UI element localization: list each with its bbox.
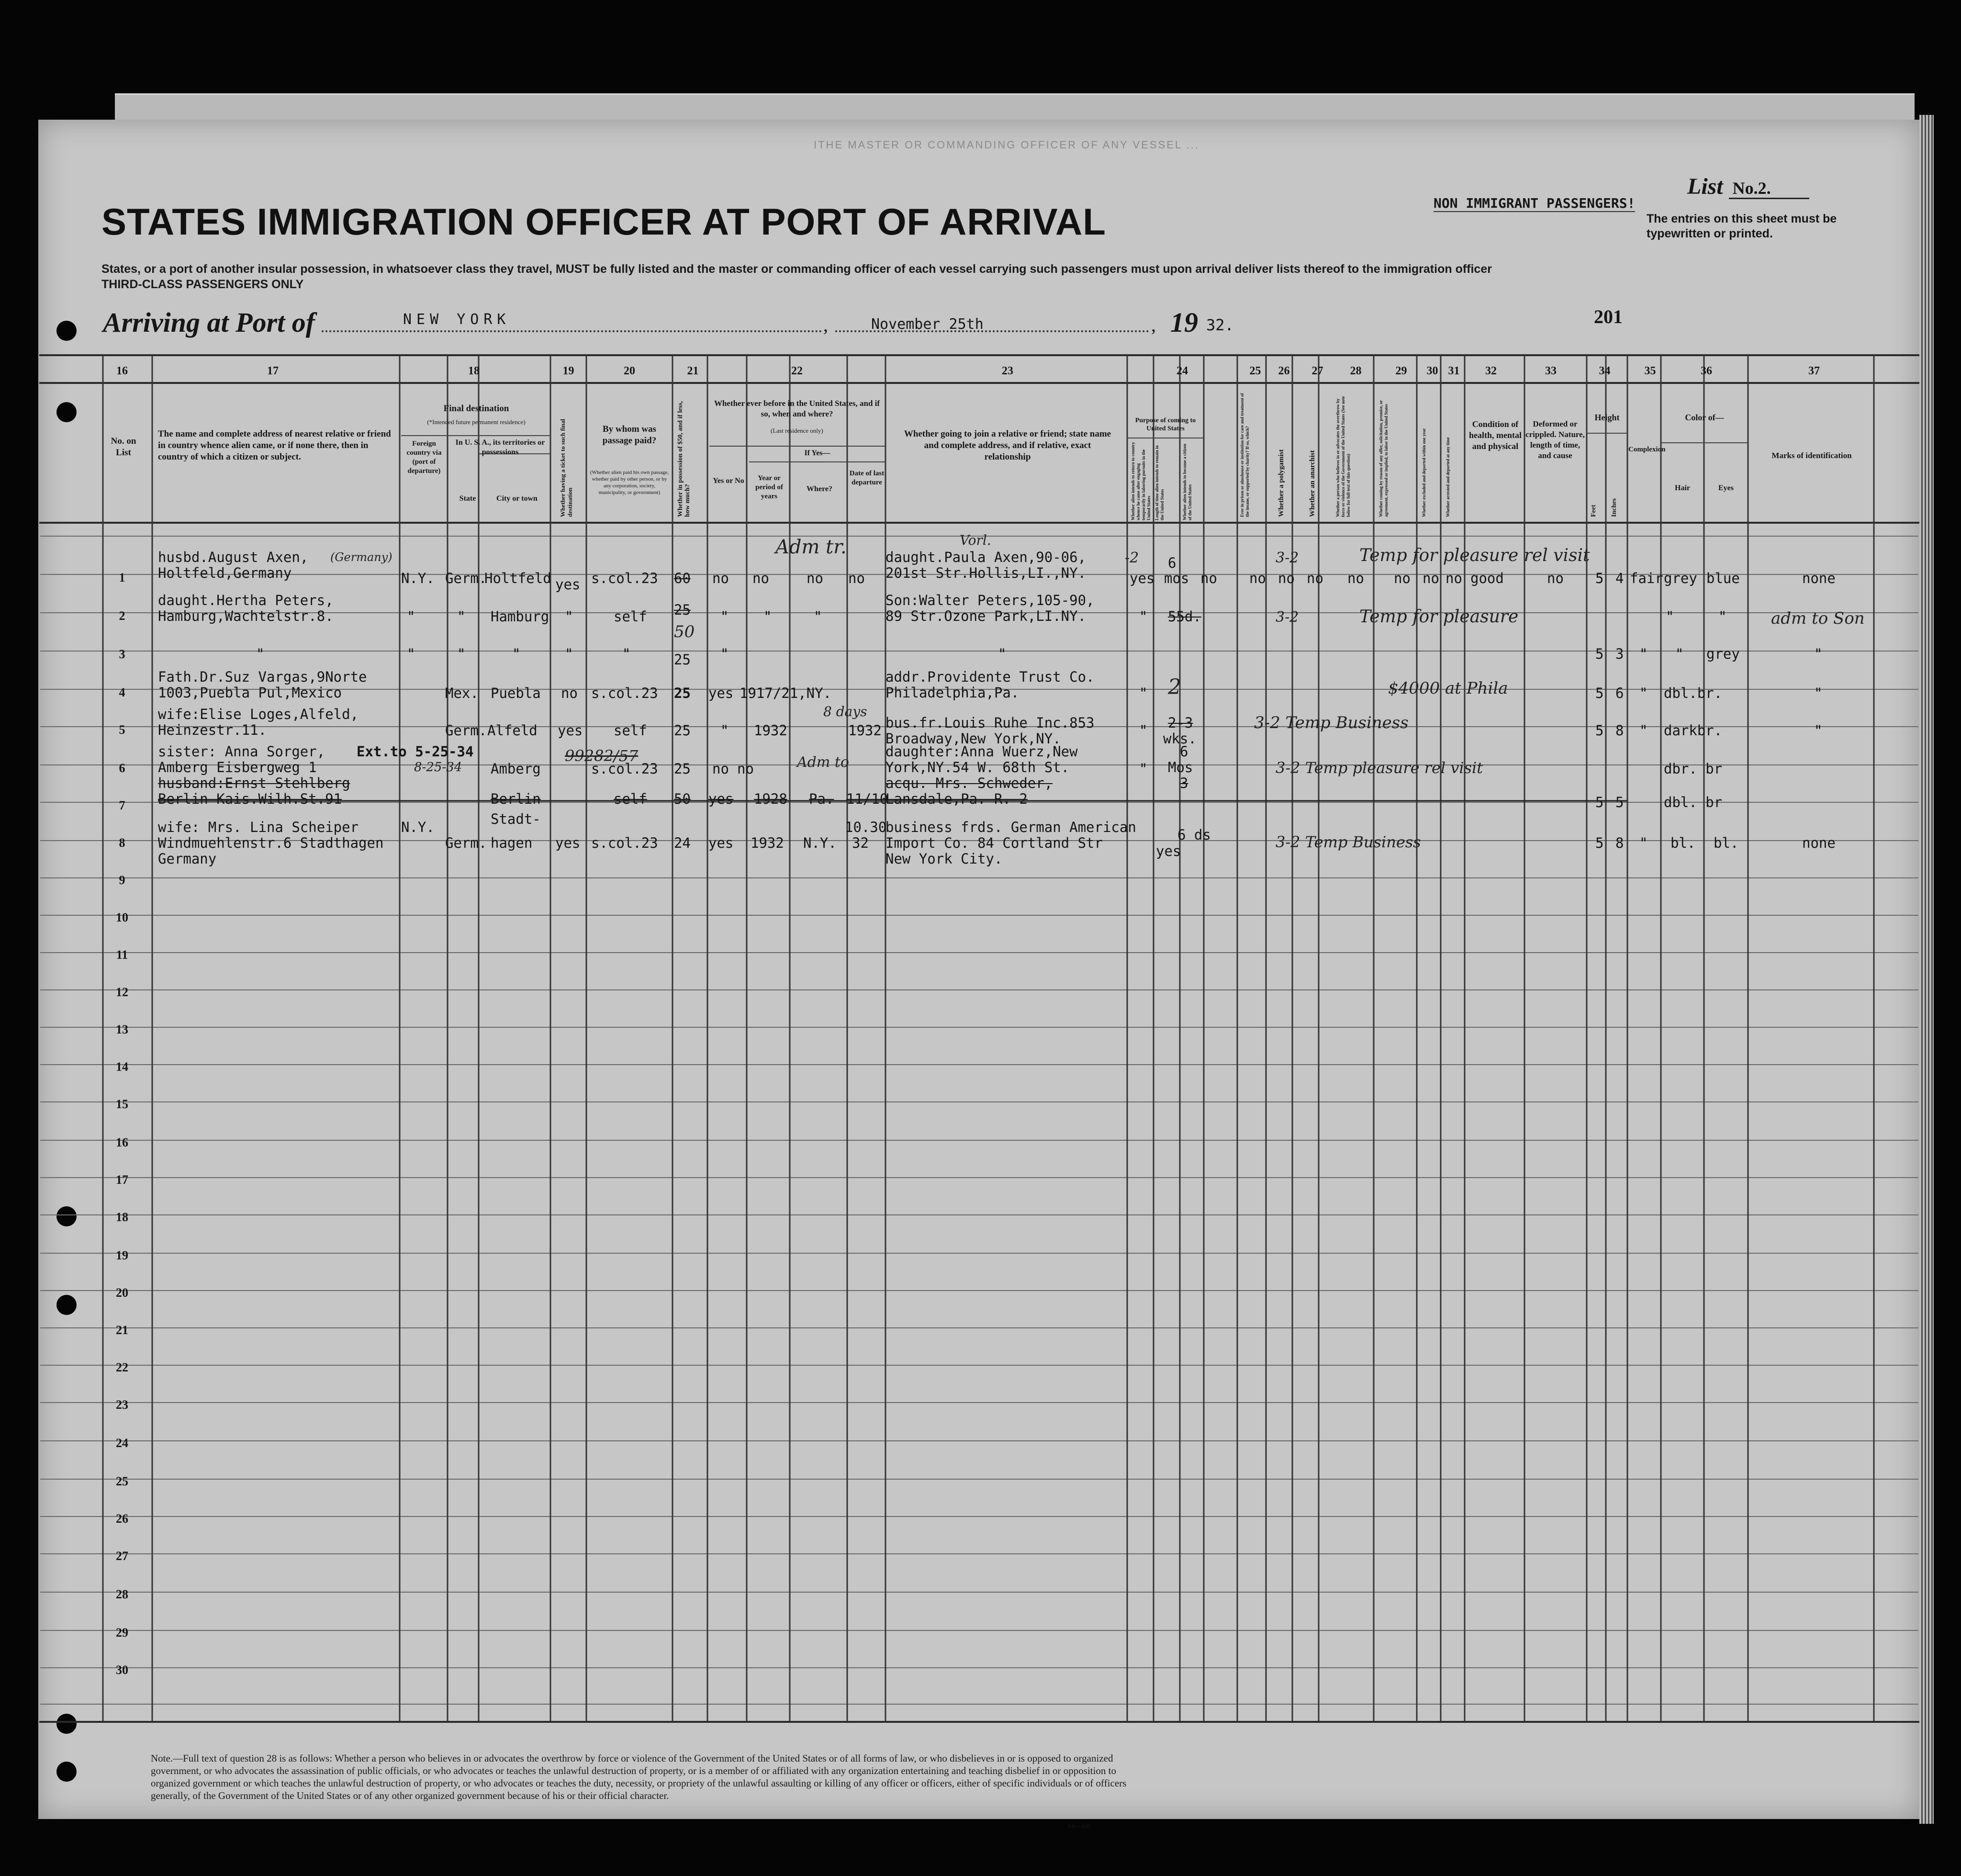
- length-of-stay: 6: [1168, 555, 1177, 571]
- joining-relative-line: daught.Paula Axen,90-06,: [885, 549, 1087, 565]
- ticket-value: yes: [555, 835, 581, 851]
- height-inches: 8: [1615, 722, 1624, 739]
- handwritten-purpose: 3-2 Temp pleasure rel visit: [1276, 759, 1483, 777]
- column-number: 21: [687, 365, 699, 377]
- row-number: 22: [116, 1360, 128, 1374]
- header-feet: Feet: [1590, 505, 1597, 517]
- length-of-stay-struck: 3: [1180, 775, 1188, 791]
- row-number: 4: [119, 685, 125, 699]
- handwritten-admission: adm to Son: [1771, 609, 1865, 628]
- money-value: 25: [674, 685, 691, 701]
- header-contract-labor: Whether coming by reason of any offer, solicitation, promise, or agreement, expressed or implied, to labor in the United States: [1378, 400, 1389, 517]
- ticket-value: no: [561, 685, 578, 701]
- ditto-mark: ": [1675, 646, 1684, 662]
- relative-address-line: sister: Anna Sorger,: [158, 743, 325, 760]
- ditto-mark: ": [407, 608, 415, 625]
- row-number: 28: [116, 1587, 128, 1601]
- ditto-mark: ": [1666, 608, 1674, 625]
- prison-value: no: [1249, 570, 1266, 586]
- header-inches: Inches: [1611, 498, 1618, 517]
- header-in-usa: In U. S. A., its territories or possessions: [455, 438, 545, 456]
- relative-address-line: Windmuehlenstr.6 Stadthagen: [158, 835, 384, 851]
- column-number: 26: [1278, 365, 1290, 377]
- before-in-us: yes: [708, 685, 734, 701]
- money-value: 24: [674, 835, 691, 851]
- relative-address-line: Fath.Dr.Suz Vargas,9Norte: [158, 669, 367, 685]
- column-number: 16: [116, 365, 128, 377]
- ticket-value: yes: [558, 722, 583, 739]
- ditto-mark: ": [1639, 722, 1648, 739]
- binder-hole-icon: [56, 1206, 77, 1226]
- header-state: State: [459, 494, 476, 503]
- handwritten-note: $4000 at Phila: [1388, 679, 1508, 698]
- column-number: 28: [1350, 365, 1362, 377]
- header-prison: Ever in prison or almshouse or institution for care and treatment of the insane, or supported by charity? If so, which?: [1240, 393, 1250, 517]
- eye-color: bl.: [1714, 835, 1739, 851]
- destination-city: Hamburg: [491, 608, 549, 625]
- passage-paid: self: [614, 608, 647, 625]
- joining-relative-line: bus.fr.Louis Ruhe Inc.853: [885, 715, 1095, 731]
- joining-relative-line: daughter:Anna Wuerz,New: [885, 743, 1078, 760]
- relative-address-line: wife: Mrs. Lina Scheiper: [158, 819, 359, 835]
- header-last-departure: Date of last departure: [849, 470, 885, 486]
- height-inches: 4: [1615, 570, 1624, 586]
- ditto-mark: ": [763, 608, 772, 625]
- binder-hole-icon: [56, 1762, 77, 1782]
- header-final-destination-note: (*Intended future permanent residence): [427, 418, 526, 426]
- header-join-relative: Whether going to join a relative or friend; state name and complete address, and if relative, exact relationship: [904, 429, 1111, 462]
- stacked-page-edges: [1919, 115, 1934, 1824]
- faint-header-text: ITHE MASTER OR COMMANDING OFFICER OF ANY VESSEL ...: [814, 139, 1199, 151]
- last-departure: 10.30: [845, 819, 887, 835]
- column-number: 29: [1395, 365, 1407, 377]
- header-eyes: Eyes: [1718, 484, 1734, 492]
- before-where: N.Y.: [803, 835, 837, 851]
- column-number: 30: [1426, 365, 1438, 377]
- passage-paid: s.col.23: [591, 835, 658, 851]
- deported-value: no: [1446, 570, 1462, 586]
- before-year: 1932: [754, 722, 787, 739]
- header-purpose-citizen: Whether alien intends to become a citizen of the United States: [1182, 444, 1192, 520]
- height-feet: 5: [1595, 835, 1604, 851]
- row-number: 5: [119, 723, 125, 737]
- relative-address-line: Hamburg,Wachtelstr.8.: [158, 608, 334, 624]
- column-number: 27: [1311, 365, 1323, 377]
- ditto-mark: ": [1718, 608, 1727, 625]
- row-number: 12: [116, 985, 128, 999]
- column-number: 31: [1448, 365, 1460, 377]
- ditto-mark: ": [565, 608, 573, 625]
- last-departure: 32: [852, 835, 869, 851]
- binder-hole-icon: [56, 321, 77, 341]
- year-prefix: 19: [1170, 307, 1198, 338]
- list-number: [1687, 173, 1809, 200]
- length-of-stay-unit: mos: [1164, 570, 1189, 586]
- joining-relative-line: addr.Providente Trust Co.: [885, 669, 1095, 685]
- instruction-line: States, or a port of another insular possession, in whatsoever class they travel, MUST be fully listed and the master or commanding officer of each vessel carrying such passengers must upon arrival deliver lists thereof to the immigration officer: [101, 262, 1492, 276]
- destination-city: Stadt-: [491, 811, 541, 827]
- column-number: 19: [562, 365, 574, 377]
- before-in-us-struck: yes: [708, 791, 734, 807]
- height-feet: 5: [1595, 722, 1604, 739]
- handwritten-purpose: Temp for pleasure rel visit: [1359, 546, 1590, 565]
- row-number: 8: [119, 836, 125, 850]
- column-number: 36: [1701, 365, 1712, 377]
- row-number: 14: [116, 1060, 128, 1074]
- back-sheet-edge: [115, 93, 1915, 124]
- column-number: 37: [1808, 365, 1820, 377]
- ditto-mark: ": [814, 608, 822, 625]
- question-28-footnote: Note.—Full text of question 28 is as follows: Whether a person who believes in or advocates the overthrow by force or violence of the Government of the United States or of all forms of law, or who disbelieves in or is opposed to organized government, or who advocates the assassination of public officials, or who advocates or teaches the unlawful destruction of property, or is a member of or affiliated with any organization entertaining and teaching disbelief in or opposition to organized government or which teaches the unlawful destruction of property, or who advocates or teaches the duty, necessity, or propriety of the unlawful assaulting or killing of any officer or officers, either of specific individuals or of officers generally, of the Government of the United States or of any other organized government because of his or their official character.: [151, 1752, 1127, 1801]
- handwritten-note: (Germany): [330, 550, 392, 564]
- ditto-mark: ": [256, 646, 265, 662]
- column-number: 20: [624, 365, 635, 377]
- relative-address-line: husbd.August Axen,: [158, 549, 309, 565]
- column-number: 32: [1485, 365, 1497, 377]
- joining-relative-line-struck: Lansdale,Pa. R. 2: [885, 791, 1028, 807]
- hair-color: dbr. br: [1664, 761, 1723, 777]
- anarchist-value: no: [1307, 570, 1323, 586]
- extension-date: 8-25-34: [414, 760, 462, 775]
- column-number: 33: [1545, 365, 1557, 377]
- ditto-mark: ": [565, 646, 573, 662]
- contract-labor-value: no: [1394, 570, 1411, 586]
- row-number: 23: [116, 1398, 128, 1412]
- handwritten-file-number: 99282/57: [565, 747, 639, 765]
- money-value: 60: [674, 570, 691, 586]
- length-of-stay: 6: [1180, 743, 1188, 760]
- relative-address-line-struck: Berlin Kais.Wilh.St.91: [158, 791, 342, 807]
- arriving-label: Arriving at Port of: [103, 307, 315, 338]
- handwritten-admission: Adm tr.: [775, 536, 847, 558]
- ditto-mark: ": [720, 646, 729, 662]
- class-line: THIRD-CLASS PASSENGERS ONLY: [101, 278, 304, 291]
- column-number: 24: [1177, 365, 1188, 377]
- destination-state: Germ.: [445, 570, 487, 586]
- binder-hole-icon: [56, 1714, 77, 1734]
- height-feet: 5: [1595, 794, 1604, 810]
- binder-hole-icon: [56, 1295, 77, 1315]
- ditto-mark: ": [1639, 646, 1648, 662]
- joining-relative-line-struck: acqu. Mrs. Schweder,: [885, 775, 1053, 791]
- header-before-note: (Last residence only): [771, 427, 823, 434]
- extension-note: Ext.to 5-25-34: [357, 743, 474, 760]
- hair-color: darkbr.: [1664, 722, 1723, 739]
- handwritten-purpose: Temp for pleasure: [1359, 607, 1519, 627]
- ditto-mark: ": [1139, 722, 1148, 739]
- ditto-mark: ": [622, 646, 631, 662]
- column-number: 17: [267, 365, 279, 377]
- header-deported: Whether arrested and deported at any time: [1446, 437, 1450, 517]
- row-number: 1: [119, 571, 125, 584]
- handwritten-note: Vorl.: [960, 532, 991, 548]
- ditto-mark: ": [1139, 761, 1148, 777]
- identification-marks: none: [1802, 835, 1836, 851]
- ticket-value: yes: [555, 576, 581, 593]
- hair-color: grey: [1664, 570, 1697, 586]
- before-where: no: [807, 570, 823, 586]
- header-health: Condition of health, mental and physical: [1469, 419, 1522, 451]
- row-number: 30: [116, 1663, 128, 1677]
- relative-address-line: wife:Elise Loges,Alfeld,: [158, 706, 359, 722]
- row-number: 19: [116, 1248, 128, 1262]
- joining-relative-line: business frds. German American: [885, 819, 1136, 835]
- ditto-mark: ": [512, 646, 521, 662]
- row-number: 2: [119, 609, 125, 623]
- port-name: NEW YORK: [403, 311, 511, 328]
- height-feet: 5: [1595, 646, 1604, 662]
- before-year: 1917/21,NY.: [740, 685, 832, 701]
- identification-marks: none: [1802, 570, 1836, 586]
- question-28-value: no: [1347, 570, 1364, 586]
- handwritten-purpose: 3-2 Temp Business: [1276, 833, 1421, 851]
- before-year: no: [737, 761, 754, 777]
- header-foreign-country: Foreign country via (port of departure): [406, 440, 442, 475]
- foreign-port: N.Y.: [401, 570, 435, 586]
- destination-city: Alfeld: [487, 722, 538, 739]
- joining-relative-line: Son:Walter Peters,105-90,: [885, 592, 1095, 608]
- length-of-stay-unit: Mos: [1168, 759, 1193, 775]
- before-year-struck: 1928: [754, 791, 787, 807]
- passage-paid: self: [614, 722, 647, 739]
- header-year: Year or period of years: [755, 474, 783, 500]
- header-excluded: Whether excluded and deported within one year: [1422, 428, 1426, 517]
- header-final-destination: Final destination: [443, 404, 509, 414]
- intends-return: yes: [1156, 843, 1181, 859]
- page-title: STATES IMMIGRATION OFFICER AT PORT OF ARRIVAL: [101, 201, 1106, 243]
- binder-hole-icon: [56, 402, 77, 422]
- header-purpose-length: Length of time alien intends to remain in the United States: [1154, 445, 1165, 520]
- handwritten-money: 50: [674, 622, 695, 641]
- handwritten-class: 3-2: [1276, 609, 1299, 626]
- header-money: Whether in possession of $50, and if less, how much?: [677, 401, 691, 517]
- joining-relative-line: 201st Str.Hollis,LI.,NY.: [885, 565, 1087, 581]
- length-of-stay: 55d.: [1168, 608, 1201, 625]
- year-suffix: 32.: [1206, 316, 1234, 334]
- header-purpose-return: Whether alien intends to return to country whence he came after engaging temporarily in laboring pursuits in the United States: [1131, 442, 1151, 520]
- row-number: 9: [119, 873, 125, 887]
- arrival-date: November 25th: [871, 316, 984, 333]
- passage-paid: s.col.23: [591, 570, 658, 586]
- row-number: 3: [119, 647, 125, 661]
- joining-relative-line: Import Co. 84 Cortland Str: [885, 835, 1103, 851]
- ditto-mark: ": [998, 646, 1007, 662]
- header-polygamist: Whether a polygamist: [1277, 449, 1285, 517]
- ditto-mark: ": [1139, 685, 1148, 701]
- last-departure: no: [848, 570, 865, 586]
- list-number-value: No.2.: [1729, 179, 1809, 199]
- row-number: 29: [116, 1626, 128, 1640]
- length-of-stay: 6 ds: [1177, 827, 1211, 843]
- ditto-mark: ": [457, 646, 466, 662]
- before-in-us: no: [712, 761, 729, 777]
- deformed-value: no: [1547, 570, 1564, 586]
- money-value: 25: [674, 722, 691, 739]
- row-number: 17: [116, 1173, 128, 1187]
- ditto-mark: ": [720, 608, 729, 625]
- header-complexion: Complexion: [1628, 446, 1666, 453]
- destination-city: Holtfeld: [484, 570, 551, 586]
- handwritten-note: 8 days: [823, 704, 867, 719]
- row-number: 16: [116, 1135, 128, 1149]
- header-if-yes: If Yes—: [804, 449, 830, 457]
- height-inches: 8: [1615, 835, 1624, 851]
- header-before-in-us: Whether ever before in the United States, and if so, when and where?: [714, 399, 880, 418]
- before-where-struck: Pa.: [809, 791, 834, 807]
- destination-city: Puebla: [491, 685, 541, 701]
- height-feet: 5: [1595, 570, 1604, 586]
- joining-relative-line: Broadway,New York,NY.: [885, 730, 1061, 747]
- intends-return: yes: [1130, 570, 1155, 586]
- money-value: 25: [674, 652, 691, 668]
- foreign-port: N.Y.: [401, 819, 435, 835]
- money-value: 25: [674, 761, 691, 777]
- header-height: Height: [1594, 413, 1620, 422]
- header-purpose: Purpose of coming to United States: [1135, 417, 1196, 432]
- complexion-value: fair: [1630, 570, 1663, 586]
- row-number: 15: [116, 1097, 128, 1111]
- ditto-mark: ": [407, 646, 415, 662]
- page-stamp-number: 201: [1594, 306, 1623, 327]
- relative-address-line: Holtfeld,Germany: [158, 565, 292, 581]
- row-number: 21: [116, 1323, 128, 1337]
- header-hair: Hair: [1675, 484, 1690, 492]
- header-anarchist: Whether an anarchist: [1309, 450, 1316, 517]
- non-immigrant-label: NON IMMIGRANT PASSENGERS!: [1434, 195, 1636, 211]
- column-number: 23: [1002, 365, 1013, 377]
- relative-address-line: Amberg Eisbergweg 1: [158, 759, 317, 775]
- row-number: 6: [119, 761, 125, 775]
- destination-city: hagen: [491, 835, 533, 851]
- height-inches: 3: [1615, 646, 1624, 662]
- relative-address-line-struck: husband:Ernst Stehlberg: [158, 775, 350, 791]
- ditto-mark: ": [1814, 685, 1823, 701]
- money-value-struck: 50: [674, 791, 691, 807]
- row-number: 20: [116, 1286, 128, 1300]
- hair-color: dbl.br.: [1664, 685, 1723, 701]
- header-city-town: City or town: [496, 494, 538, 503]
- passage-paid-struck: self: [614, 791, 647, 807]
- header-ticket: Whether having a ticket to such final destination: [559, 419, 573, 517]
- before-year: 1932: [751, 835, 784, 851]
- ditto-mark: ": [1814, 722, 1823, 739]
- column-number: 35: [1644, 365, 1656, 377]
- complexion-value: ": [1639, 835, 1648, 851]
- relative-address-line: 1003,Puebla Pul,Mexico: [158, 685, 342, 701]
- joining-relative-line: Philadelphia,Pa.: [885, 685, 1020, 701]
- ditto-mark: ": [1814, 646, 1823, 662]
- row-number: 27: [116, 1549, 128, 1563]
- header-color-of: Color of—: [1685, 413, 1724, 422]
- row-number: 25: [116, 1474, 128, 1488]
- row-number: 26: [116, 1512, 128, 1526]
- destination-city-struck: Berlin: [491, 791, 541, 807]
- ditto-mark: ": [720, 722, 729, 739]
- length-of-stay-unit: wks.: [1163, 730, 1197, 747]
- hair-color: dbl. br: [1664, 794, 1723, 810]
- header-passage-paid: By whom was passage paid?: [602, 424, 657, 446]
- ditto-mark: ": [1139, 608, 1148, 625]
- row-number: 24: [116, 1436, 128, 1450]
- relative-address-line: Germany: [158, 851, 217, 867]
- hair-color: bl.: [1670, 835, 1696, 851]
- last-departure-struck: 11/10: [846, 791, 888, 807]
- column-number: 22: [791, 365, 803, 377]
- passage-paid: s.col.23: [591, 761, 658, 777]
- handwritten-class: 3-2: [1276, 550, 1299, 566]
- row-number: 10: [116, 910, 128, 924]
- ditto-mark: ": [1639, 685, 1648, 701]
- destination-state: Germ.: [445, 835, 487, 851]
- port-underline: [322, 330, 822, 332]
- handwritten-admission: Adm to: [797, 754, 849, 771]
- list-label: List: [1687, 174, 1723, 199]
- before-year: no: [752, 570, 769, 586]
- row-number: 13: [116, 1022, 128, 1036]
- header-where: Where?: [807, 485, 832, 493]
- manifest-sheet: [38, 120, 1919, 1819]
- destination-state: Mex.: [445, 685, 479, 701]
- column-number: 18: [468, 365, 480, 377]
- ditto-mark: ": [457, 608, 466, 625]
- row-number: 18: [116, 1210, 128, 1224]
- header-passage-paid-note: (Whether alien paid his own passage, whether paid by other person, or by any corporation, society, municipality, or government): [590, 470, 669, 495]
- last-departure: 1932: [848, 722, 882, 739]
- relative-address-line: Heinzestr.11.: [158, 722, 267, 738]
- eye-color: blue: [1706, 570, 1740, 586]
- health-value: good: [1470, 570, 1504, 586]
- header-question-28: Whether a person who believes in or advocates the overthrow by force or violence of the Government of the United States (See note below for full text of this question): [1335, 396, 1351, 517]
- intends-citizen: no: [1200, 570, 1217, 586]
- destination-city: Amberg: [491, 761, 541, 777]
- header-relative-address: The name and complete address of nearest relative or friend in country whence alien came, or if none there, then in country of which a citizen or subject.: [158, 429, 391, 462]
- header-marks: Marks of identification: [1771, 451, 1852, 460]
- before-in-us: no: [712, 570, 729, 586]
- joining-relative-line: York,NY.54 W. 68th St.: [885, 759, 1070, 775]
- eye-color: grey: [1706, 646, 1740, 662]
- destination-state: Germ.: [445, 722, 487, 739]
- header-deformed: Deformed or crippled. Nature, length of time, and cause: [1525, 419, 1585, 460]
- height-feet: 5: [1595, 685, 1604, 701]
- relative-address-line: daught.Hertha Peters,: [158, 592, 334, 608]
- row-number: 11: [116, 948, 128, 962]
- height-inches: 6: [1615, 685, 1624, 701]
- joining-relative-line: New York City.: [885, 851, 1003, 867]
- length-of-stay: 2: [1168, 675, 1181, 699]
- column-number: 34: [1599, 365, 1611, 377]
- length-of-stay: 2-3: [1168, 715, 1193, 731]
- excluded-value: no: [1423, 570, 1439, 586]
- form-number: 14—430: [1067, 1823, 1091, 1830]
- header-list-number: No. on List: [111, 436, 136, 458]
- handwritten-note: -2: [1125, 550, 1139, 566]
- column-number: 25: [1249, 365, 1261, 377]
- header-yes-no: Yes or No: [713, 477, 744, 485]
- passage-paid: s.col.23: [591, 685, 658, 701]
- height-inches: 5: [1615, 794, 1624, 810]
- row-number: 7: [119, 798, 125, 812]
- before-in-us: yes: [708, 835, 734, 851]
- handwritten-purpose: 3-2 Temp Business: [1254, 713, 1409, 732]
- polygamist-value: no: [1278, 570, 1295, 586]
- money-value: 25: [674, 602, 691, 618]
- entries-note: The entries on this sheet must be typewritten or printed.: [1647, 212, 1837, 240]
- joining-relative-line: 89 Str.Ozone Park,LI.NY.: [885, 608, 1087, 624]
